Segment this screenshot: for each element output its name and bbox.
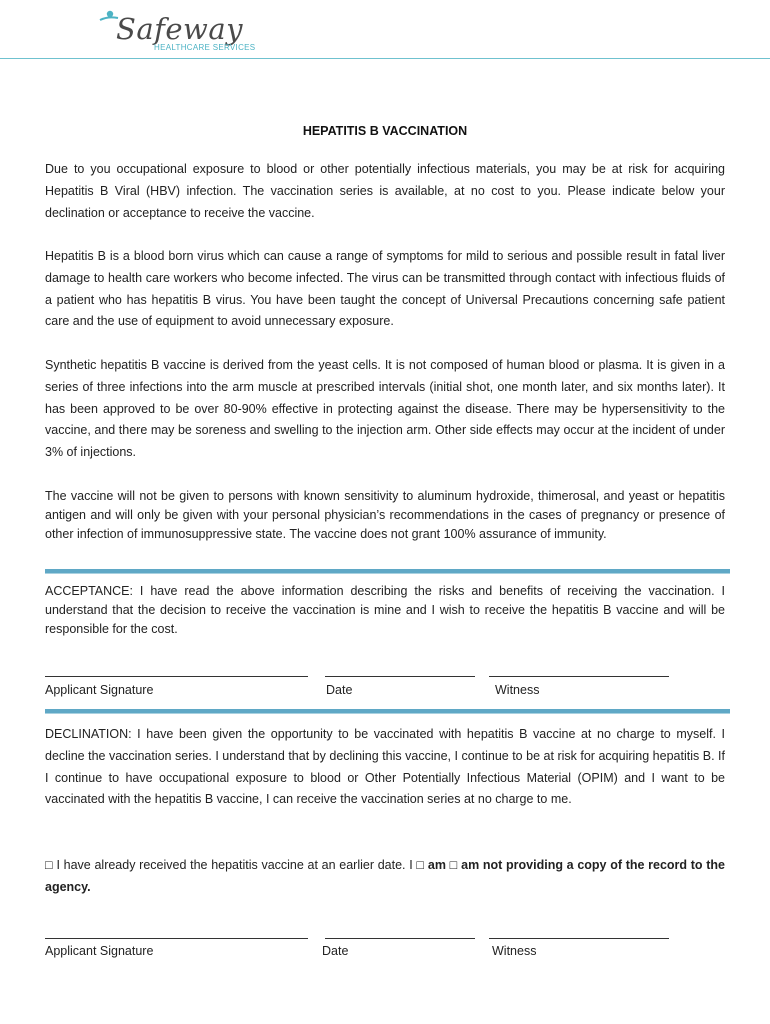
company-logo: [96, 6, 276, 56]
section-divider-declination: [45, 709, 730, 714]
declination-statement: DECLINATION: I have been given the opportunity to be vaccinated with hepatitis B vaccine at no charge to myself. I decline the vaccination series. I understand that by declining this vaccine, I continue to be at risk for acquiring hepatitis B. If I continue to have occupational exposure to blood or Other Potentially Infectious Material (OPIM) and I want to be vaccinated with the hepatitis B vaccine, I can receive the vaccination series at no charge to me.: [45, 727, 725, 807]
contraindications-paragraph: The vaccine will not be given to persons with known sensitivity to aluminum hydroxide, thimerosal, and yeast or hepatitis antigen and will only be given with your personal physician’s recommendations in the cases of pregnancy or presence of other infection of immunosuppressive state. The vaccine does not grant 100% assurance of immunity.: [45, 489, 725, 541]
declination-signature-line[interactable]: [45, 938, 308, 939]
intro-paragraph: Due to you occupational exposure to blood or other potentially infectious materials, you may be at risk for acquiring Hepatitis B Viral (HBV) infection. The vaccination series is available, at no cost to you. Please indicate below your declination or acceptance to receive the vaccine.: [45, 162, 725, 220]
virus-paragraph: Hepatitis B is a blood born virus which can cause a range of symptoms for mild to serious and possible result in fatal liver damage to health care workers who become infected. The virus can be transmitted through contact with infectious fluids of a patient who has hepatitis B virus. You have been taught the concept of Universal Precautions concerning safe patient care and the use of equipment to avoid unnecessary exposure.: [45, 249, 725, 329]
vaccine-paragraph: Synthetic hepatitis B vaccine is derived from the yeast cells. It is not composed of human blood or plasma. It is given in a series of three infections into the arm muscle at prescribed intervals (initial shot, one month later, and six months later). It has been approved to be over 80-90% effective in protecting against the disease. There may be hypersensitivity to the vaccine, and there may be soreness and swelling to the injection arm. Other side effects may occur at the incident of under 3% of injections.: [45, 358, 725, 460]
declination-witness-line[interactable]: [489, 938, 669, 939]
prior-vaccination-bold-text: am □ am not providing a copy of the record to the agency.: [45, 858, 726, 894]
acceptance-statement: ACCEPTANCE: I have read the above information describing the risks and benefits of receiving the vaccination. I understand that the decision to receive the vaccination is mine and I wish to receive the hepatitis B vaccine and will be responsible for the cost.: [45, 584, 725, 636]
declination-date-label: Date: [322, 944, 349, 958]
declination-witness-label: Witness: [492, 944, 537, 958]
prior-vaccination-text: □ I have already received the hepatitis vaccine at an earlier date. I □: [45, 858, 428, 872]
header-divider: [0, 58, 770, 59]
declination-signature-label: Applicant Signature: [45, 944, 154, 958]
acceptance-witness-line[interactable]: [489, 676, 669, 677]
prior-vaccination-statement: [45, 855, 725, 899]
acceptance-witness-label: Witness: [495, 683, 540, 697]
acceptance-date-line[interactable]: [325, 676, 475, 677]
document-title: HEPATITIS B VACCINATION: [302, 124, 468, 138]
logo-subtitle: HEALTHCARE SERVICES: [154, 43, 256, 52]
acceptance-signature-label: Applicant Signature: [45, 683, 154, 697]
section-divider-acceptance: [45, 569, 730, 574]
logo-wordmark: Safeway: [116, 12, 244, 46]
acceptance-signature-line[interactable]: [45, 676, 308, 677]
acceptance-date-label: Date: [326, 683, 353, 697]
declination-date-line[interactable]: [325, 938, 475, 939]
